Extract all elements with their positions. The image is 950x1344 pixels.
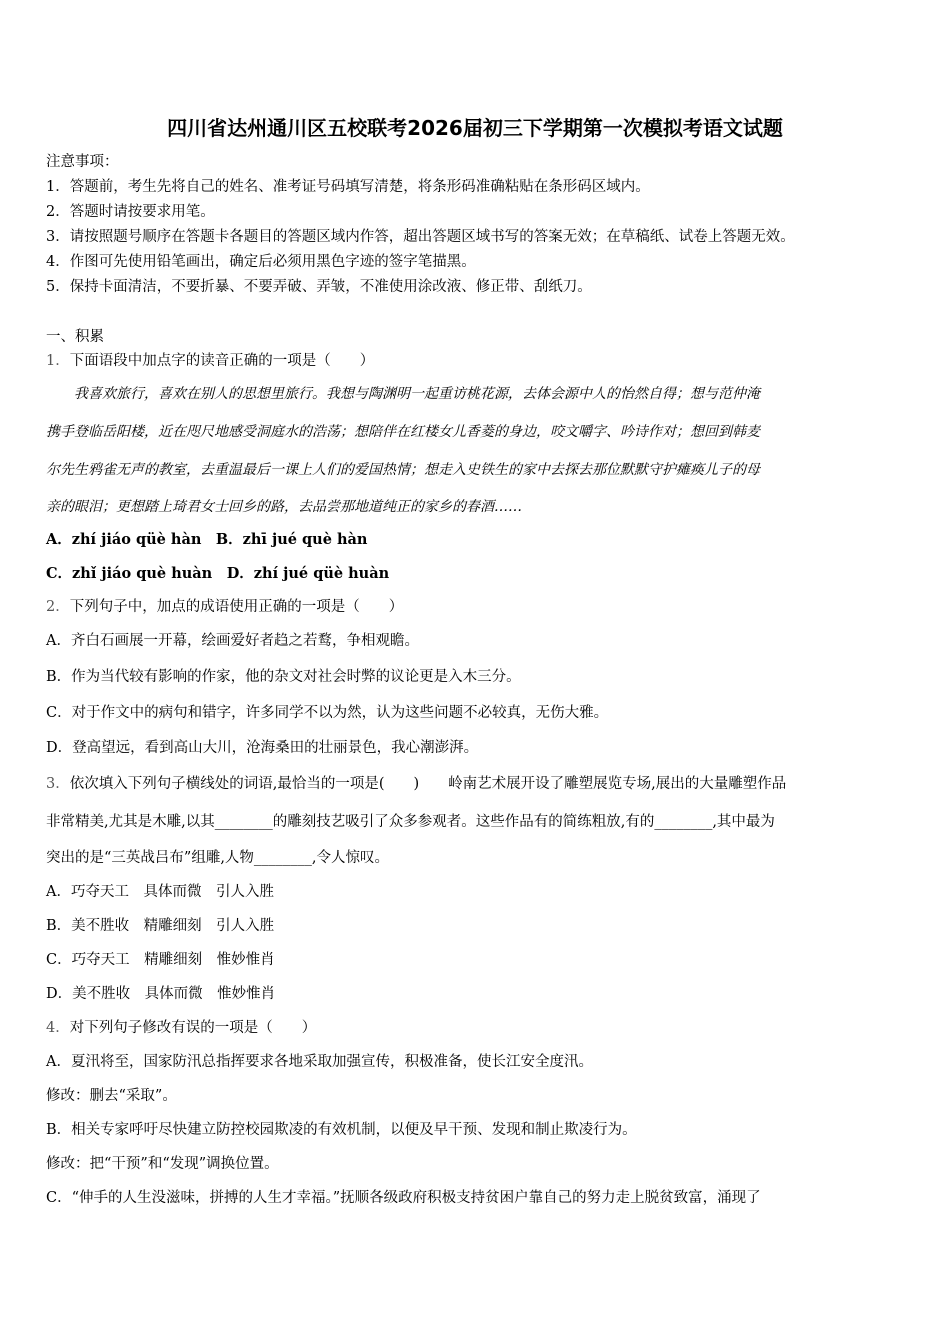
note-item: 1．答题前，考生先将自己的姓名、准考证号码填写清楚，将条形码准确粘贴在条形码区域内。 — [46, 179, 650, 195]
q3-stem-line: 突出的是“三英战吕布”组雕,人物________,令人惊叹。 — [46, 850, 390, 866]
section-heading: 一、积累 — [46, 329, 104, 345]
q3-option-d: D．美不胜收 具体而微 惟妙惟肖 — [46, 986, 276, 1002]
q2-option-b: B．作为当代较有影响的作家，他的杂文对社会时弊的议论更是入木三分。 — [46, 669, 521, 685]
question-stem: 依次填入下列句子横线处的词语,最恰当的一项是( ) 岭南艺术展开设了雕塑展览专场,展出的大量雕塑作品 — [69, 776, 787, 792]
q3-option-a: A．巧夺天工 具体而微 引人入胜 — [46, 884, 274, 900]
q1-options-ab: A．zhí jiáo qüè hàn B．zhī jué què hàn — [46, 531, 368, 548]
note-item: 4．作图可先使用铅笔画出，确定后必须用黑色字迹的签字笔描黑。 — [46, 254, 476, 270]
question-4 — [46, 1018, 316, 1038]
question-number: 1． — [46, 353, 70, 369]
q4-revision: 修改：删去“采取”。 — [46, 1088, 177, 1104]
passage-line: 尔先生鸦雀无声的教室，去重温最后一课上人们的爱国热情；想走入史铁生的家中去探去那位默默守护瘫痪儿子的母 — [46, 462, 760, 478]
passage-line: 我喜欢旅行，喜欢在别人的思想里旅行。我想与陶渊明一起重访桃花源，去体会源中人的怡然自得；想与范仲淹 — [46, 386, 760, 402]
q2-option-d: D．登高望远，看到高山大川，沧海桑田的壮丽景色，我心潮澎湃。 — [46, 740, 479, 756]
q3-option-c: C．巧夺天工 精雕细刻 惟妙惟肖 — [46, 952, 275, 968]
q2-option-c: C．对于作文中的病句和错字，许多同学不以为然，认为这些问题不必较真，无伤大雅。 — [46, 705, 609, 721]
question-1 — [46, 351, 374, 371]
question-number: 2． — [46, 599, 70, 615]
note-item: 3．请按照题号顺序在答题卡各题目的答题区域内作答，超出答题区域书写的答案无效；在草稿纸、试卷上答题无效。 — [46, 229, 795, 245]
exam-title: 四川省达州通川区五校联考2026届初三下学期第一次模拟考语文试题 — [167, 116, 783, 140]
q3-stem-line: 非常精美,尤其是木雕,以其________的雕刻技艺吸引了众多参观者。这些作品有的简练粗放,有的________,其中最为 — [46, 814, 775, 830]
question-3 — [46, 774, 786, 794]
note-item: 2．答题时请按要求用笔。 — [46, 204, 215, 220]
question-stem: 对下列句子修改有误的一项是（ ） — [69, 1020, 317, 1036]
question-number: 3． — [46, 776, 70, 792]
q4-revision: 修改：把“干预”和“发现”调换位置。 — [46, 1156, 279, 1172]
q4-option-b: B．相关专家呼吁尽快建立防控校园欺凌的有效机制，以便及早干预、发现和制止欺凌行为。 — [46, 1122, 637, 1138]
question-stem: 下列句子中，加点的成语使用正确的一项是（ ） — [69, 599, 404, 615]
q2-option-a: A．齐白石画展一开幕，绘画爱好者趋之若鹜，争相观瞻。 — [46, 633, 419, 649]
q1-options-cd: C．zhǐ jiáo què huàn D．zhí jué qüè huàn — [46, 565, 390, 582]
question-stem: 下面语段中加点字的读音正确的一项是（ ） — [69, 353, 375, 369]
passage-line: 携手登临岳阳楼，近在咫尺地感受洞庭水的浩荡；想陪伴在红楼女儿香菱的身边，咬文嚼字、吟诗作对；想回到韩麦 — [46, 424, 760, 440]
q4-option-a: A．夏汛将至，国家防汛总指挥要求各地采取加强宣传，积极准备，使长江安全度汛。 — [46, 1054, 593, 1070]
q4-option-c: C．“伸手的人生没滋味，拼搏的人生才幸福。”抚顺各级政府积极支持贫困户靠自己的努力走上脱贫致富，涌现了 — [46, 1190, 761, 1206]
note-item: 5．保持卡面清洁，不要折暴、不要弄破、弄皱，不准使用涂改液、修正带、刮纸刀。 — [46, 279, 592, 295]
question-number: 4． — [46, 1020, 70, 1036]
question-2 — [46, 597, 403, 617]
q3-option-b: B．美不胜收 精雕细刻 引人入胜 — [46, 918, 275, 934]
passage-line: 亲的眼泪；更想踏上琦君女士回乡的路，去品尝那地道纯正的家乡的春酒…… — [46, 499, 522, 515]
notes-heading: 注意事项： — [46, 154, 119, 170]
